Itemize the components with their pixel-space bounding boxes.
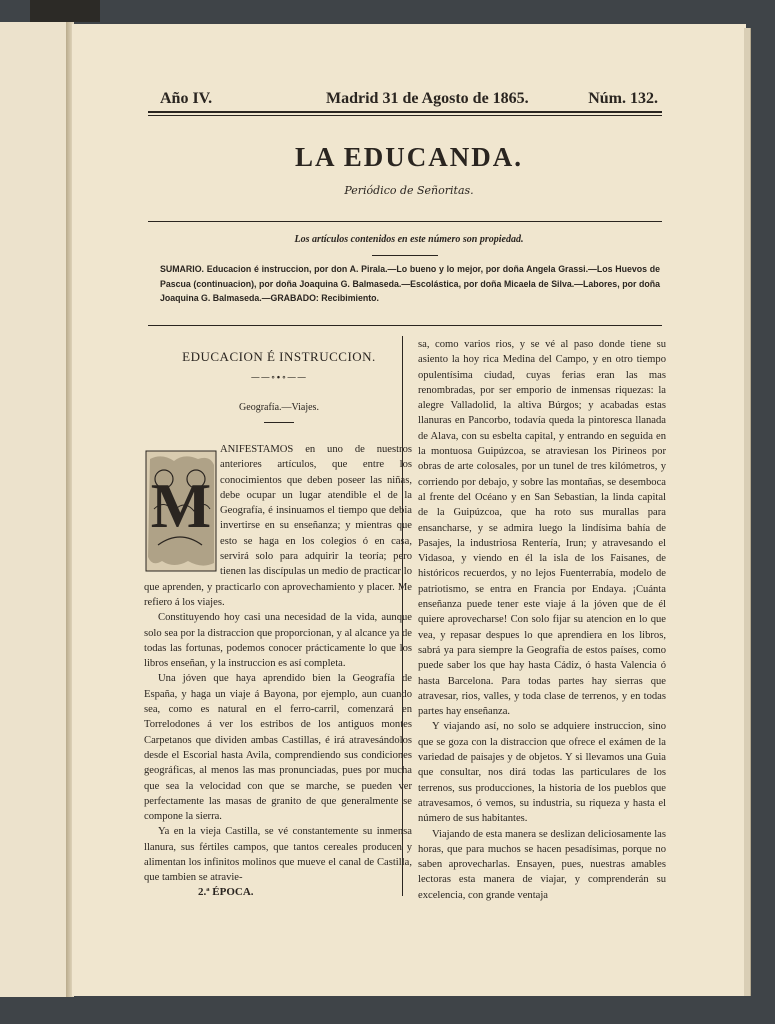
section-heading: Geografía.—Viajes. [239, 402, 319, 413]
masthead-title: LA EDUCANDA. [294, 142, 524, 172]
article-title: EDUCACION É INSTRUCCION. [182, 349, 376, 364]
left-paragraph-3: Una jóven que haya aprendido bien la Geografía de España, y haga un viaje á Bayona, por ejemplo, aun cuando sea, como es natural en el ferro-carril, comenzará en Torrelodones á ver los estribos de los antiguos montes Carpetanos que dividen ambas Castillas, é irá atravesándolos desde el Escorial hasta Avila, comprendiendo sus condiciones geográficas, al menos las mas pronunciadas, pues por mucha que sea la velocidad con que se marche, se pueden ver perfectamente las masas de granito de que generalmente se compone la sierra. [144, 673, 412, 823]
summary-text: SUMARIO. Educacion é instruccion, por don A. Pirala.—Lo bueno y lo mejor, por doña Angela Grassi.—Los Huevos de Pascua (continuacion), por doña Joaquina G. Balmaseda.—Escolástica, por doña Micaela de Silva.—Labores, por doña Joaquina G. Balmaseda.—GRABADO: Recibimiento. [160, 264, 660, 303]
left-paragraph-1: ANIFESTAMOS en uno de nuestros anteriores artículos, que entre los conocimientos que deben poseer las niñas, debe ocupar un lugar atendible el de la Geografía, é insinuamos el tiempo que debia invertirse en su enseñanza; y mientras que esto se haga en los colegios ó en casa, servirá solo para adquirir la teoría; pero tienen las discípulas un medio de practicar lo que aprenden, y practicarlo con aprovechamiento y placer. Me refiero á los viajes. [144, 444, 412, 608]
issue-date: Madrid 31 de Agosto de 1865. [326, 90, 529, 107]
left-paragraph-2: Constituyendo hoy casi una necesidad de la vida, aunque solo sea por la distraccion que proporcionan, y al alcance ya de todas las fortunas, podemos conocer prácticamente lo que los libros enseñan, y la instruccion es así completa. [144, 612, 412, 670]
title-ornament: ——∘∙∘—— [250, 373, 308, 383]
issue-year: Año IV. [160, 90, 213, 107]
masthead-subtitle: Periódico de Señoritas. [344, 184, 474, 197]
left-paragraph-4: Ya en la vieja Castilla, se vé constantemente su inmensa llanura, sus fértiles campos, que tantos cereales producen y alimentan los infinitos molinos que mueve el canal de Castilla, que tambien se atravie- [144, 826, 412, 884]
section-rule [264, 422, 294, 423]
right-column-text [418, 337, 666, 903]
page-edge [744, 28, 751, 996]
left-page-edge [0, 22, 73, 997]
edition-footer: 2.ª ÉPOCA. [198, 886, 254, 898]
property-notice: Los artículos contenidos en este número son propiedad. [294, 234, 524, 245]
dropcap-space [144, 442, 220, 576]
right-paragraph-1: sa, como varios rios, y se vé al paso donde tiene su asiento la hoy rica Medina del Campo, y en otro tiempo opulentísima ciudad, cuyas ferias eran las mas renombradas, por ser emporio de inmensas riquezas: la alegre Valladolid, la altiva Búrgos; y acabadas estas llanuras en Pancorbo, todavía queda la pintoresca llanada de Alava, con su esbelta capital, y entrando en seguida en la montuosa Guipúzcoa, se atraviesan los Pirineos por obras de arte colosales, por un tunel de tres kilómetros, y corriendo por debajo, y sobre las montañas, se desemboca al frente del Océano y en San Sebastian, la linda capital de la Guipúzcoa, que ha roto sus murallas para ensancharse, y se admira luego la lindísima bahía de Pasajes, la industriosa Rentería, Irun; y atravesando el Vidasoa, y viendo en él la isla de los Faisanes, de históricos recuerdos, y no lejos Fuenterrabía, modelo de patriotismo, se entra en Francia por Endaya. ¡Cuánta enseñanza puede tener este viaje á la jóven que de él quiere aprovecharse! Con solo fijar su atencion en lo que vea, y repasar despues lo que aprendiera en los libros, sabrá ya para siempre la Geografía de estos países, como puede saber los que hay hasta Cádiz, ó hasta Valencia ó hasta Barcelona. Para todas partes hay sierras que atravesar, rios, valles, y toda clase de terrenos, y en todas partes hay enseñanza. [418, 339, 666, 718]
dropcap-letter: M [150, 470, 212, 541]
right-paragraph-3: Viajando de esta manera se deslizan deliciosamente las horas, que para muchos se hacen pesadísimas, porque no saben aprovecharlas. Ensayen, pues, nuestras amables lectoras esta manera de viajar, y comprenderán su excelencia, con grande ventaja [418, 828, 666, 901]
newspaper-page [72, 24, 746, 996]
issue-number: Núm. 132. [588, 90, 658, 107]
book-corner-tab [30, 0, 100, 22]
left-column-text [144, 442, 412, 886]
right-paragraph-2: Y viajando así, no solo se adquiere instruccion, sino que se goza con la distraccion que ofrece el exámen de la variedad de paisajes y de objetos. Y si llevamos una Guia que consultar, nos dirá todas las particulares de los terrenos, sus producciones, la historia de los pueblos que atravesamos, ó vemos, su industria, su riqueza y hasta el número de sus habitantes. [418, 721, 666, 825]
